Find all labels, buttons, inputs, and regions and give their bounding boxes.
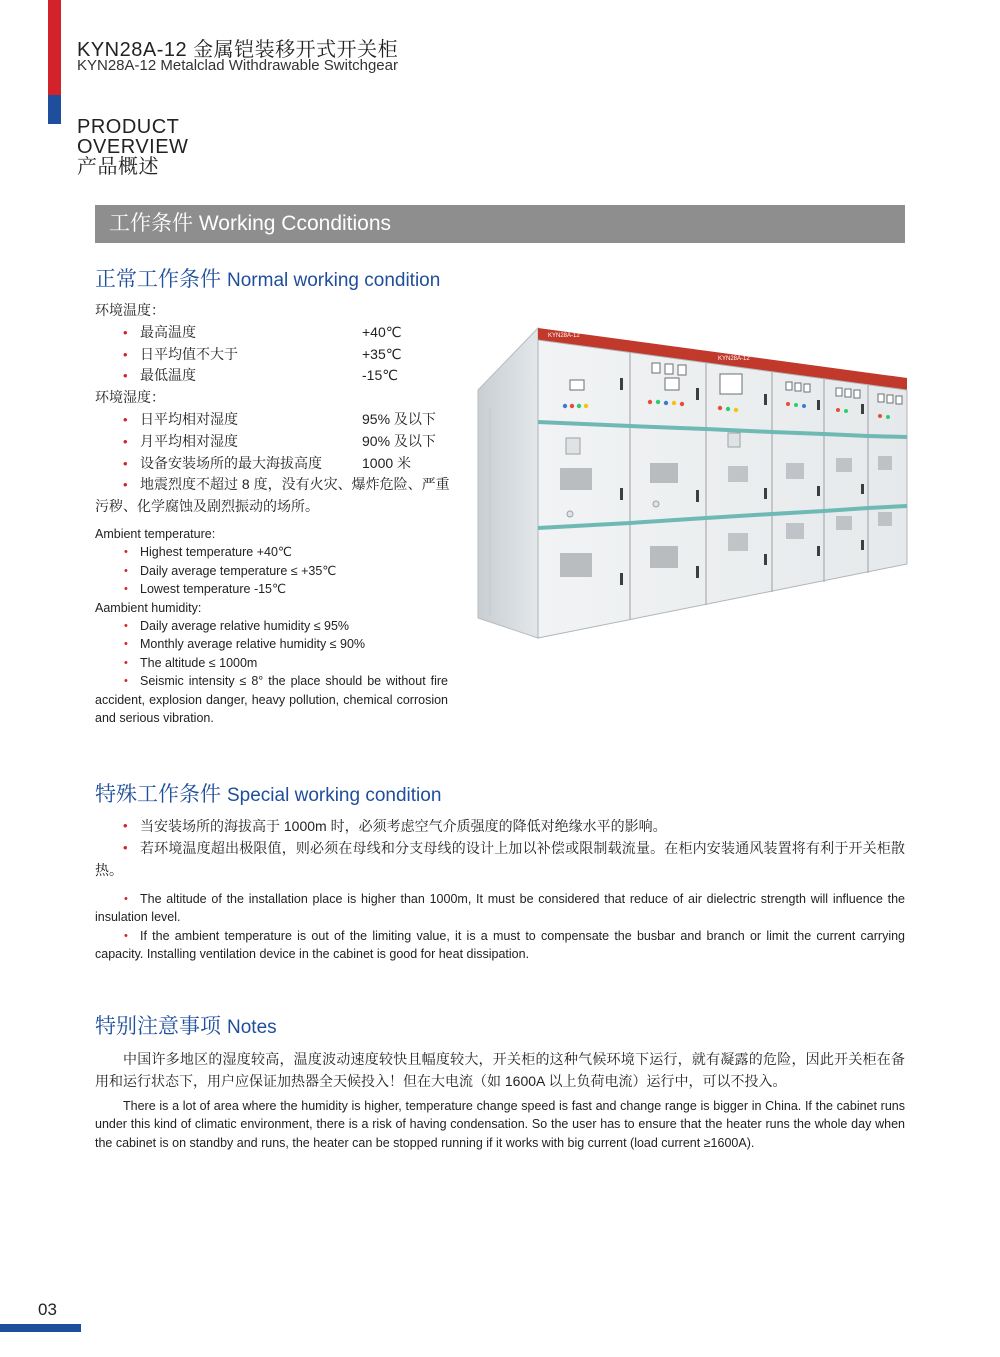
item-value: 1000 米 bbox=[362, 454, 412, 471]
header-accent-blue bbox=[48, 95, 61, 124]
cabinet-label-left: KYN28A-12 bbox=[548, 333, 580, 339]
cabinet-label-mid: KYN28A-12 bbox=[718, 356, 750, 362]
item-value: +35℃ bbox=[362, 345, 402, 362]
en-hum-heading: Aambient humidity: bbox=[95, 600, 202, 615]
header-accent-red bbox=[48, 0, 61, 95]
notes-title-cn: 特别注意事项 bbox=[95, 1015, 221, 1038]
switchgear-photo bbox=[470, 318, 910, 640]
notes-body bbox=[95, 1048, 905, 1152]
hum-heading: 环境湿度： bbox=[95, 389, 165, 406]
item-label: 最低温度 bbox=[140, 367, 196, 384]
item-value: 90% 及以下 bbox=[362, 432, 436, 449]
seismic-cn: • 地震烈度不超过 8 度，没有火灾、爆炸危险、严重污秽、化学腐蚀及剧烈振动的场所。 bbox=[95, 474, 450, 518]
banner-label: 工作条件 Working Cconditions bbox=[109, 212, 392, 235]
list-item bbox=[95, 453, 450, 475]
header-title-en: KYN28A-12 Metalclad Withdrawable Switchgear bbox=[77, 57, 398, 74]
footer-accent-bar bbox=[0, 1324, 81, 1332]
list-item bbox=[95, 409, 450, 431]
special-cn-1: • 当安装场所的海拔高于 1000m 时，必须考虑空气介质强度的降低对绝缘水平的影响。 bbox=[95, 815, 905, 837]
special-en-1: • The altitude of the installation place is higher than 1000m, It must be considered that reduce of air dielectric strength will influence the insulation level. bbox=[95, 890, 905, 927]
list-item bbox=[95, 431, 450, 453]
list-item: • Daily average relative humidity ≤ 95% bbox=[95, 617, 448, 635]
product-overview bbox=[77, 117, 188, 177]
list-item: • Lowest temperature -15℃ bbox=[95, 580, 448, 598]
overview-line-3: 产品概述 bbox=[77, 156, 159, 178]
item-value: +40℃ bbox=[362, 323, 402, 340]
list-item: • The altitude ≤ 1000m bbox=[95, 654, 448, 672]
normal-en-list bbox=[95, 525, 448, 727]
item-value: 95% 及以下 bbox=[362, 410, 436, 427]
seismic-en: • Seismic intensity ≤ 8° the place should be without fire accident, explosion danger, heavy pollution, chemical corrosion and serious vibration. bbox=[95, 672, 448, 727]
item-label: 日平均相对湿度 bbox=[140, 410, 238, 427]
special-condition-title bbox=[95, 778, 441, 808]
notes-title bbox=[95, 1010, 277, 1040]
overview-line-2: OVERVIEW bbox=[77, 136, 189, 158]
item-label: 日平均值不大于 bbox=[140, 345, 238, 362]
list-item: • Highest temperature +40℃ bbox=[95, 543, 448, 561]
temp-heading: 环境温度： bbox=[95, 302, 165, 318]
special-condition-body bbox=[95, 815, 905, 964]
notes-title-en: Notes bbox=[227, 1017, 277, 1038]
list-item: • Monthly average relative humidity ≤ 90% bbox=[95, 635, 448, 653]
list-item bbox=[95, 322, 450, 344]
item-label: 最高温度 bbox=[140, 323, 196, 340]
normal-condition-title bbox=[95, 263, 440, 293]
normal-title-en: Normal working condition bbox=[227, 270, 441, 291]
special-en-2: • If the ambient temperature is out of the limiting value, it is a must to compensate the busbar and branch or limit the current carrying capacity. Installing ventilation device in the cabinet is good for heat dissipation. bbox=[95, 927, 905, 964]
special-cn-2: • 若环境温度超出极限值，则必须在母线和分支母线的设计上加以补偿或限制载流量。在柜内安装通风装置将有利于开关柜散热。 bbox=[95, 837, 905, 881]
item-label: 设备安装场所的最大海拔高度 bbox=[140, 454, 322, 471]
special-title-en: Special working condition bbox=[227, 785, 442, 806]
item-label: 月平均相对湿度 bbox=[140, 432, 238, 449]
page-number: 03 bbox=[38, 1300, 57, 1319]
en-temp-heading: Ambient temperature: bbox=[95, 527, 216, 541]
item-value: -15℃ bbox=[362, 367, 398, 384]
header-title-cn: KYN28A-12 金属铠装移开式开关柜 bbox=[77, 39, 399, 61]
notes-cn: 中国许多地区的湿度较高，温度波动速度较快且幅度较大，开关柜的这种气候环境下运行，就有凝露的危险，因此开关柜在备用和运行状态下，用户应保证加热器全天候投入！但在大电流（如 1600A 以上负荷电流）运行中，可以不投入。 bbox=[95, 1051, 905, 1089]
notes-en: There is a lot of area where the humidity is higher, temperature change speed is fast and change range is bigger in China. If the cabinet runs under this kind of climatic environment, there is a risk of having condensation. So the user has to ensure that the heater runs the whole day when the cabinet is on standby and runs, the heater can be stopped running if it works with big current (load current ≥1600A). bbox=[95, 1099, 905, 1150]
special-title-cn: 特殊工作条件 bbox=[95, 783, 221, 806]
list-item bbox=[95, 365, 450, 387]
section-banner bbox=[95, 205, 905, 243]
list-item: • Daily average temperature ≤ +35℃ bbox=[95, 562, 448, 580]
normal-title-cn: 正常工作条件 bbox=[95, 268, 221, 291]
overview-line-1: PRODUCT bbox=[77, 116, 180, 138]
normal-cn-list bbox=[95, 300, 450, 518]
list-item bbox=[95, 344, 450, 366]
